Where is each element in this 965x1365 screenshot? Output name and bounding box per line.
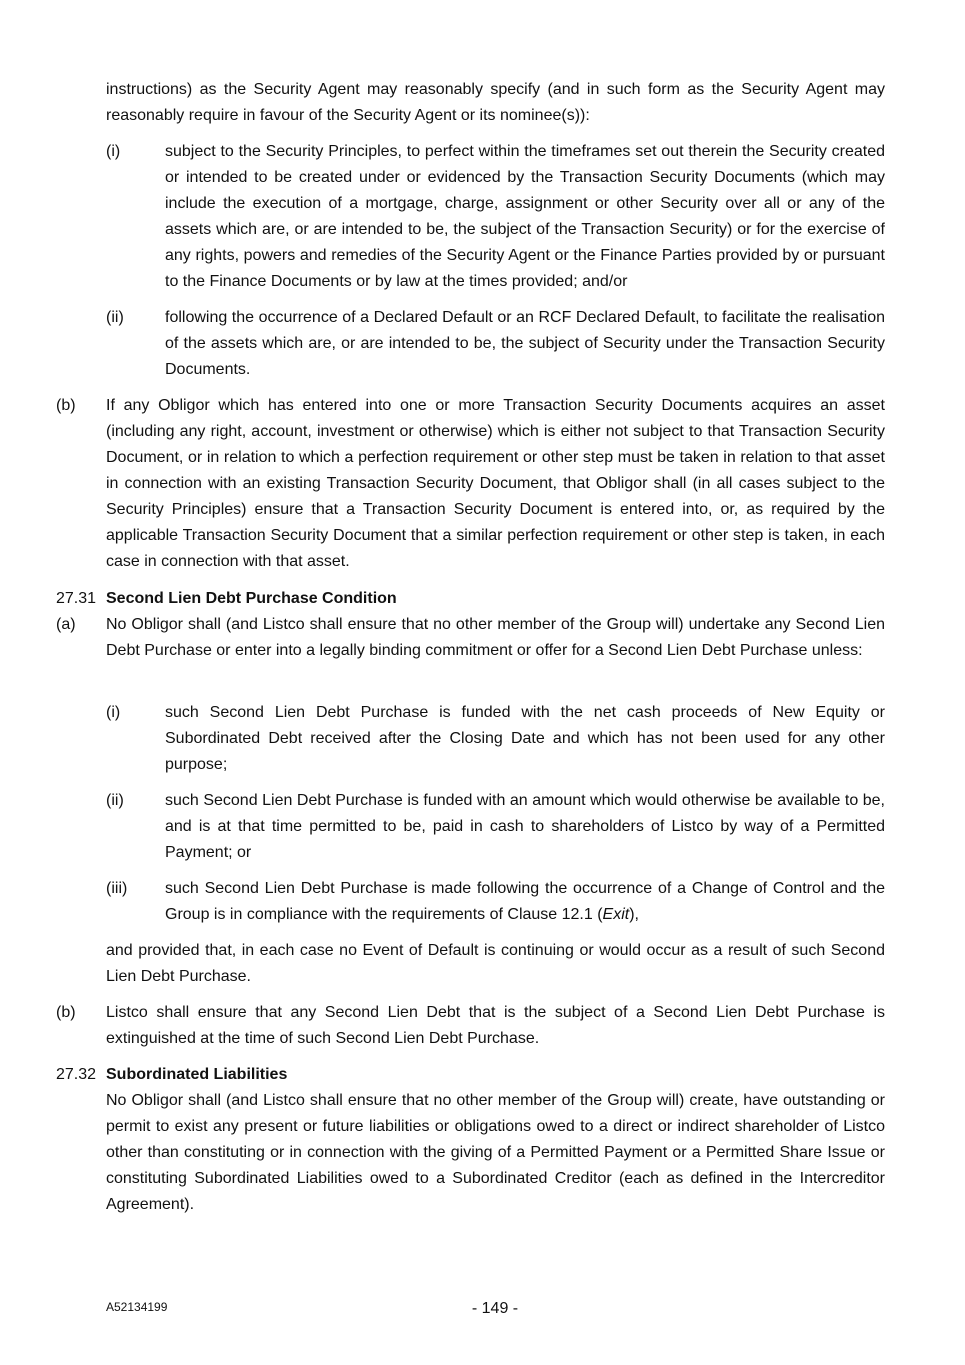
item-label: (iii) <box>106 880 128 897</box>
clause-number: 27.31 <box>56 590 97 607</box>
item-label: (ii) <box>106 309 124 326</box>
paragraph-text: If any Obligor which has entered into one or more Transaction Security Documents acquires an asset (including any right, account, investment or otherwise) which is either not subject to that Transaction Security Document, or in relation to which a perfection requirement or other step must be taken in relation to that asset in connection with an existing Transaction Security Document, that Obligor shall (in all cases subject to the Security Principles) ensure that a Transaction Security Document is entered into, or, as required by the applicable Transaction Security Document that a similar perfection requirement or other step is taken, in each case in connection with that asset. <box>106 397 885 570</box>
paragraph-text: Listco shall ensure that any Second Lien Debt that is the subject of a Second Lien Debt Purchase is extinguished at the time of such Second Lien Debt Purchase. <box>106 1004 885 1047</box>
item-text-part: such Second Lien Debt Purchase is made following the occurrence of a Change of Control and the Group is in compliance with the requirements of Clause 12.1 ( <box>165 880 885 923</box>
paragraph-label: (a) <box>56 616 76 633</box>
document-reference: A52134199 <box>106 1300 168 1314</box>
item-label: (i) <box>106 704 121 721</box>
paragraph-text: No Obligor shall (and Listco shall ensure that no other member of the Group will) undertake any Second Lien Debt Purchase or enter into a legally binding commitment or offer for a Second Lien Debt Purchase unless: <box>106 616 885 659</box>
item-text-part: ), <box>629 906 639 923</box>
clause-heading: Subordinated Liabilities <box>106 1066 288 1083</box>
item-label: (ii) <box>106 792 124 809</box>
clause-reference-italic: Exit <box>602 906 630 923</box>
item-text <box>165 876 885 928</box>
intro-paragraph: instructions) as the Security Agent may reasonably specify (and in such form as the Security Agent may reasonably require in favour of the Security Agent or its nominee(s)): <box>106 81 885 124</box>
item-text: subject to the Security Principles, to perfect within the timeframes set out therein the Security created or intended to be created under or evidenced by the Transaction Security Documents (which may include the execution of a mortgage, charge, assignment or other Security over all or any of the assets which are, or are intended to be, the subject of the Transaction Security) or for the exercise of any rights, powers and remedies of the Security Agent or the Finance Parties provided by or pursuant to the Finance Documents or by law at the times provided; and/or <box>165 143 885 290</box>
clause-number: 27.32 <box>56 1066 97 1083</box>
paragraph-label: (b) <box>56 1004 76 1021</box>
proviso-paragraph: and provided that, in each case no Event of Default is continuing or would occur as a result of such Second Lien Debt Purchase. <box>106 942 885 985</box>
item-text: such Second Lien Debt Purchase is funded with the net cash proceeds of New Equity or Subordinated Debt received after the Closing Date and which has not been used for any other purpose; <box>165 704 885 773</box>
item-label: (i) <box>106 143 121 160</box>
item-text: following the occurrence of a Declared Default or an RCF Declared Default, to facilitate the realisation of the assets which are, or are intended to be, the subject of Security under the Transaction Security Documents. <box>165 309 885 378</box>
clause-heading: Second Lien Debt Purchase Condition <box>106 590 397 607</box>
paragraph-label: (b) <box>56 397 76 414</box>
item-text: such Second Lien Debt Purchase is funded with an amount which would otherwise be available to be, and is at that time permitted to be, paid in cash to shareholders of Listco by way of a Permitted Payment; or <box>165 792 885 861</box>
paragraph-text: No Obligor shall (and Listco shall ensure that no other member of the Group will) create, have outstanding or permit to exist any present or future liabilities or obligations owed to a direct or indirect shareholder of Listco other than constituting or in connection with the giving of a Permitted Payment or a Permitted Share Issue or constituting Subordinated Liabilities owed to a Subordinated Creditor (each as defined in the Intercreditor Agreement). <box>106 1092 885 1213</box>
page-number: - 149 - <box>471 1300 519 1317</box>
